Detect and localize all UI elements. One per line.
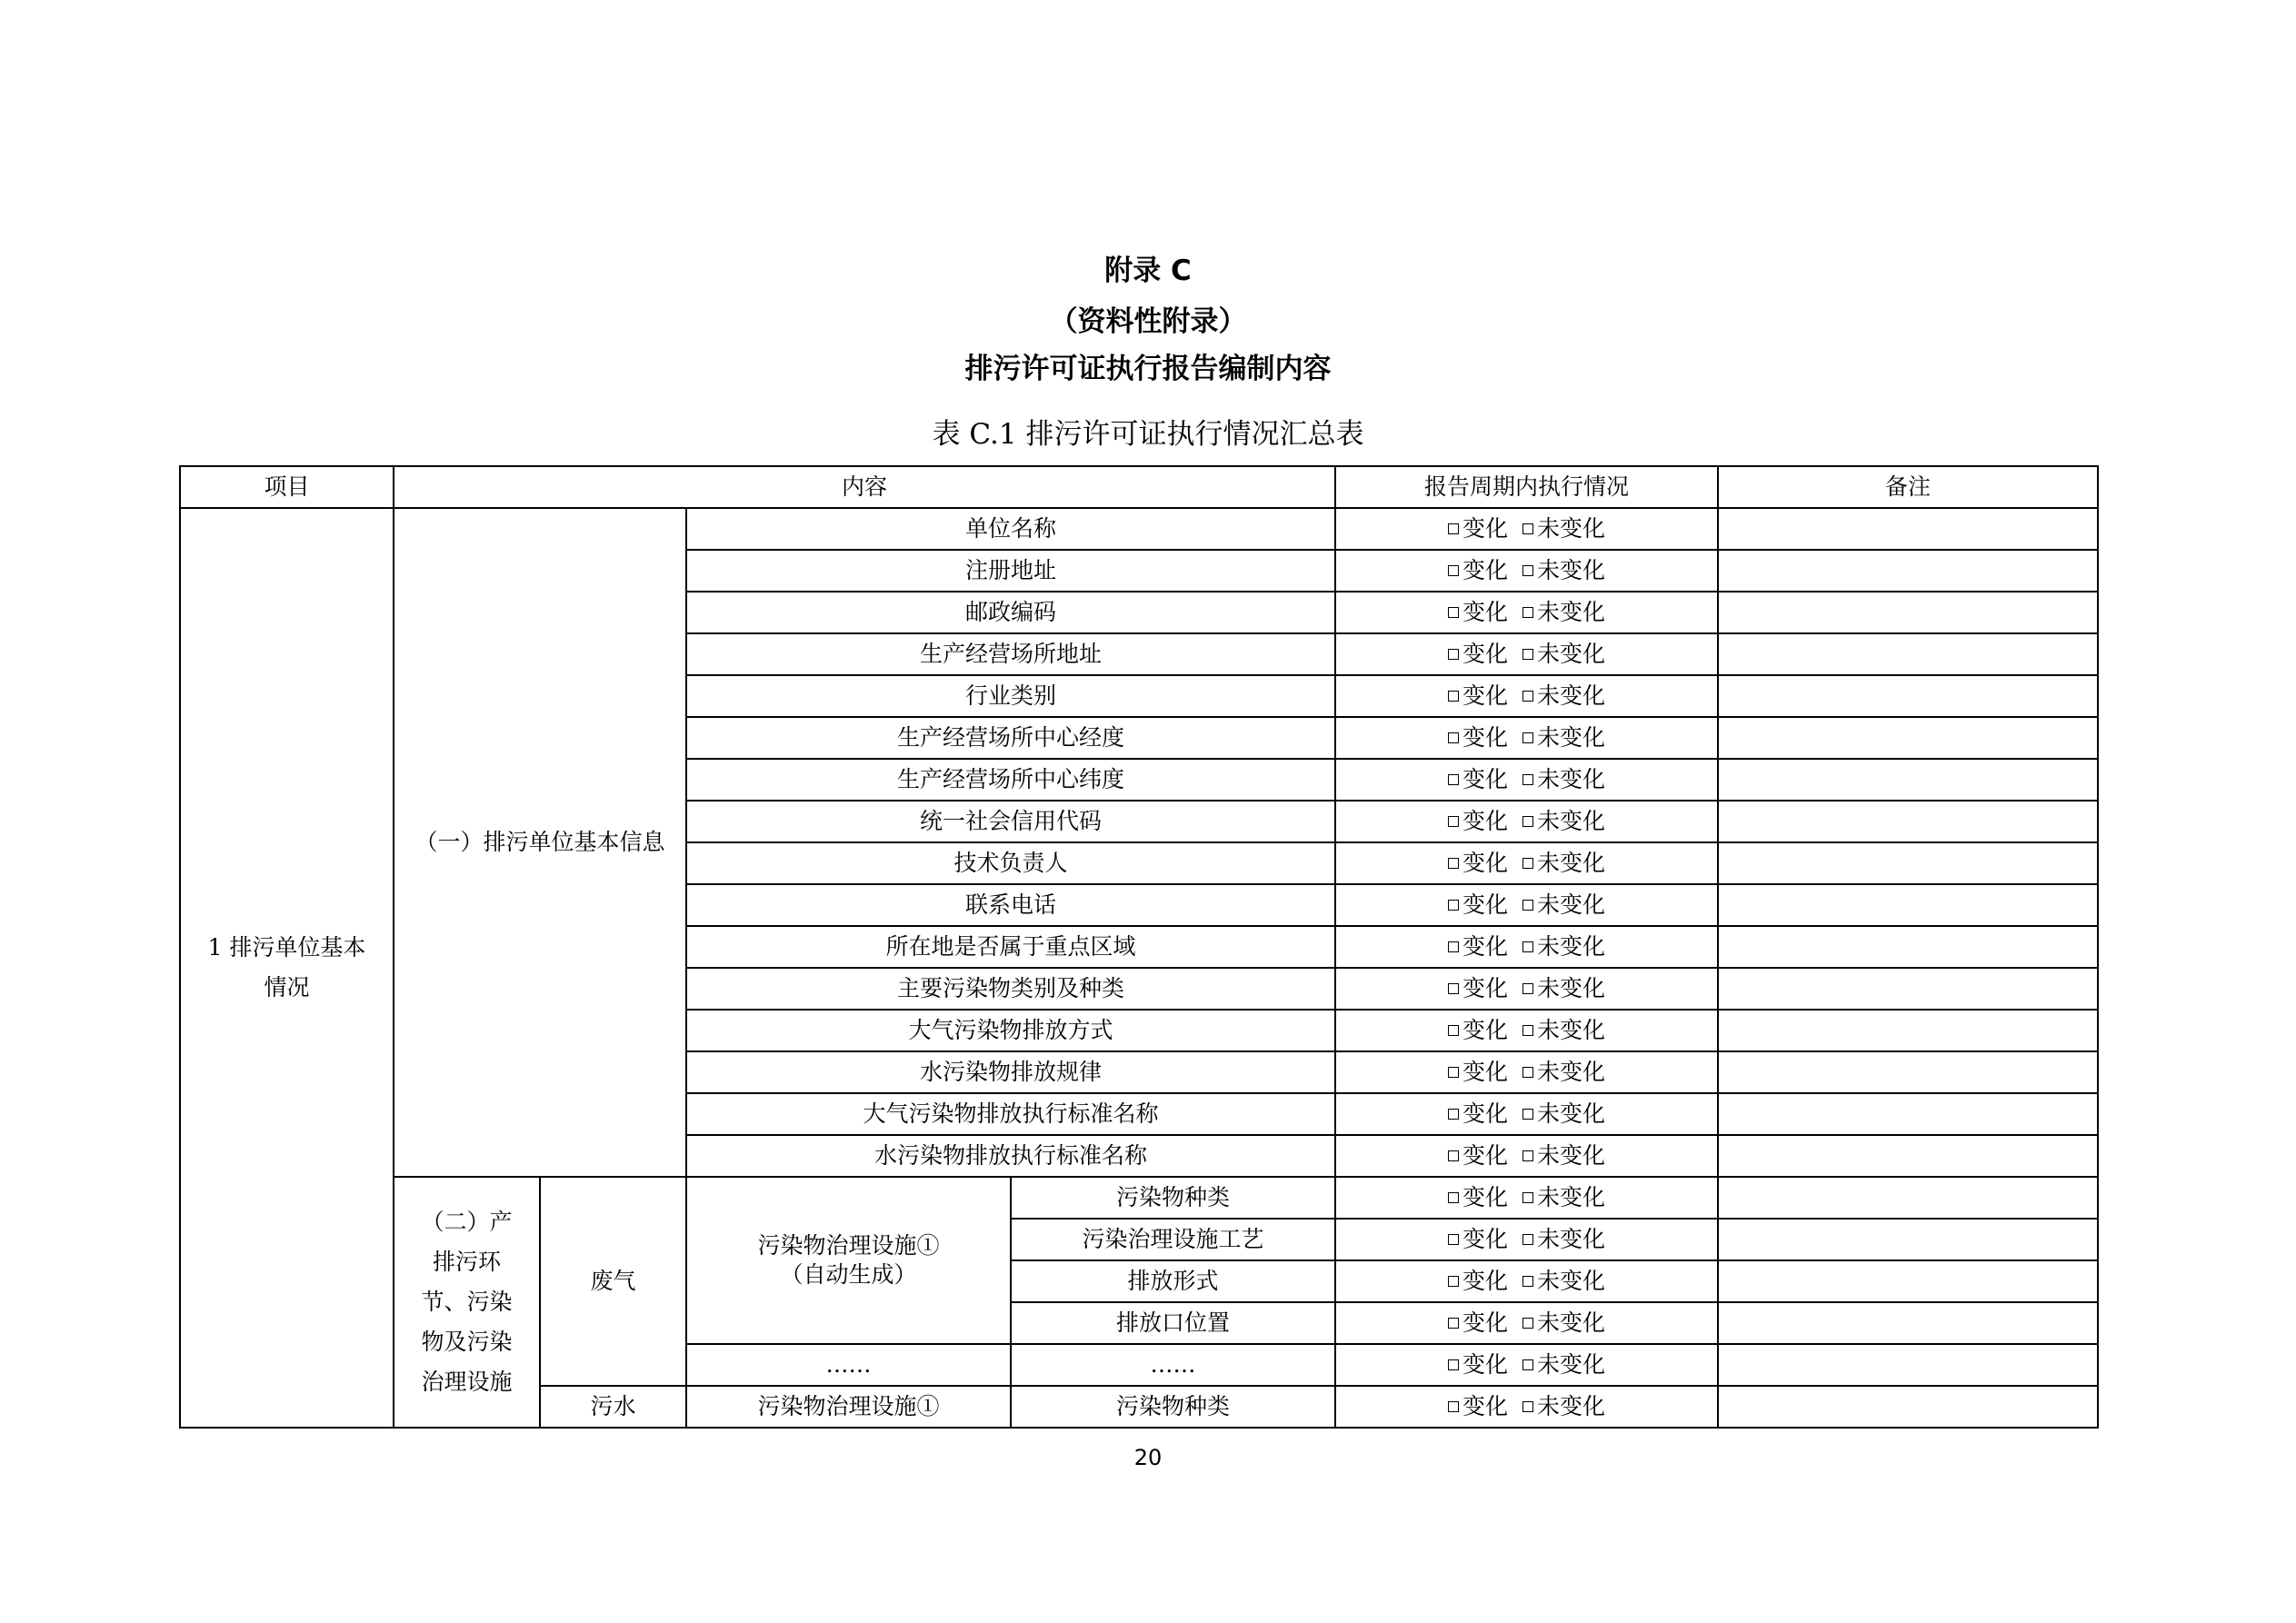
changed-checkbox[interactable]: [1448, 1109, 1459, 1120]
status-cell: [1335, 968, 1718, 1010]
unchanged-checkbox[interactable]: [1522, 1150, 1533, 1161]
header-content: 内容: [394, 466, 1335, 508]
status-cell: [1335, 675, 1718, 717]
table-row: [180, 1177, 2098, 1219]
status-cell: [1335, 633, 1718, 675]
content-item: 主要污染物类别及种类: [686, 968, 1335, 1010]
unchanged-checkbox[interactable]: [1522, 1109, 1533, 1120]
status-options: [1448, 1017, 1605, 1043]
changed-checkbox[interactable]: [1448, 1276, 1459, 1287]
changed-checkbox[interactable]: [1448, 983, 1459, 994]
changed-checkbox[interactable]: [1448, 649, 1459, 660]
status-options: [1448, 1226, 1605, 1252]
remark-cell[interactable]: [1718, 884, 2098, 926]
unchanged-label: 未变化: [1537, 891, 1606, 918]
remark-cell[interactable]: [1718, 550, 2098, 592]
status-cell: [1335, 1135, 1718, 1177]
unchanged-label: 未变化: [1537, 850, 1606, 876]
unchanged-checkbox[interactable]: [1522, 1192, 1533, 1203]
unchanged-checkbox[interactable]: [1522, 1318, 1533, 1329]
remark-cell[interactable]: [1718, 592, 2098, 633]
unchanged-label: 未变化: [1537, 1184, 1606, 1210]
unchanged-checkbox[interactable]: [1522, 816, 1533, 827]
unchanged-checkbox[interactable]: [1522, 565, 1533, 576]
status-options: [1448, 933, 1605, 960]
unchanged-label: 未变化: [1537, 599, 1606, 625]
unchanged-label: 未变化: [1537, 975, 1606, 1001]
status-cell: [1335, 842, 1718, 884]
waste-gas-label: 废气: [540, 1177, 686, 1386]
unchanged-checkbox[interactable]: [1522, 1276, 1533, 1287]
remark-cell[interactable]: [1718, 633, 2098, 675]
changed-checkbox[interactable]: [1448, 1359, 1459, 1370]
content-item: 统一社会信用代码: [686, 801, 1335, 842]
unchanged-checkbox[interactable]: [1522, 941, 1533, 952]
unchanged-checkbox[interactable]: [1522, 858, 1533, 869]
facility-note: （自动生成）: [780, 1261, 917, 1288]
status-cell: [1335, 1093, 1718, 1135]
status-cell: [1335, 926, 1718, 968]
status-options: [1448, 975, 1605, 1001]
changed-checkbox[interactable]: [1448, 607, 1459, 618]
unchanged-checkbox[interactable]: [1522, 1234, 1533, 1245]
changed-label: 变化: [1462, 1100, 1509, 1127]
remark-cell[interactable]: [1718, 1344, 2098, 1386]
content-item: 生产经营场所中心纬度: [686, 759, 1335, 801]
changed-label: 变化: [1462, 1393, 1509, 1419]
status-cell: [1335, 1386, 1718, 1428]
unchanged-label: 未变化: [1537, 1059, 1606, 1085]
changed-checkbox[interactable]: [1448, 816, 1459, 827]
remark-cell[interactable]: [1718, 1219, 2098, 1260]
changed-checkbox[interactable]: [1448, 1318, 1459, 1329]
header-item: 项目: [180, 466, 394, 508]
section-1-label: [180, 508, 394, 1428]
status-options: [1448, 682, 1605, 709]
remark-cell[interactable]: [1718, 1260, 2098, 1302]
remark-cell[interactable]: [1718, 1177, 2098, 1219]
remark-cell[interactable]: [1718, 675, 2098, 717]
unchanged-label: 未变化: [1537, 1309, 1606, 1336]
remark-cell[interactable]: [1718, 1051, 2098, 1093]
content-item: 行业类别: [686, 675, 1335, 717]
summary-table: [179, 465, 2099, 1429]
waste-gas-item: 污染物种类: [1011, 1177, 1335, 1219]
status-options: [1448, 1268, 1605, 1294]
changed-checkbox[interactable]: [1448, 691, 1459, 702]
changed-checkbox[interactable]: [1448, 1234, 1459, 1245]
ellipsis-item: ……: [1011, 1344, 1335, 1386]
status-cell: [1335, 1010, 1718, 1051]
facility-name: 污染物治理设施①: [757, 1232, 940, 1259]
unchanged-checkbox[interactable]: [1522, 1359, 1533, 1370]
content-item: 生产经营场所地址: [686, 633, 1335, 675]
remark-cell[interactable]: [1718, 717, 2098, 759]
status-cell: [1335, 1051, 1718, 1093]
changed-label: 变化: [1462, 808, 1509, 834]
unchanged-checkbox[interactable]: [1522, 649, 1533, 660]
unchanged-label: 未变化: [1537, 682, 1606, 709]
status-cell: [1335, 801, 1718, 842]
unchanged-checkbox[interactable]: [1522, 523, 1533, 534]
status-cell: [1335, 550, 1718, 592]
waste-gas-item: 污染治理设施工艺: [1011, 1219, 1335, 1260]
changed-label: 变化: [1462, 766, 1509, 792]
unchanged-label: 未变化: [1537, 515, 1606, 542]
unchanged-label: 未变化: [1537, 766, 1606, 792]
unchanged-checkbox[interactable]: [1522, 607, 1533, 618]
changed-checkbox[interactable]: [1448, 1025, 1459, 1036]
status-options: [1448, 1184, 1605, 1210]
status-cell: [1335, 1260, 1718, 1302]
remark-cell[interactable]: [1718, 759, 2098, 801]
changed-checkbox[interactable]: [1448, 1067, 1459, 1078]
unchanged-checkbox[interactable]: [1522, 732, 1533, 743]
unchanged-label: 未变化: [1537, 1100, 1606, 1127]
status-cell: [1335, 1302, 1718, 1344]
unchanged-label: 未变化: [1537, 1393, 1606, 1419]
unchanged-checkbox[interactable]: [1522, 774, 1533, 785]
changed-checkbox[interactable]: [1448, 900, 1459, 911]
changed-label: 变化: [1462, 599, 1509, 625]
status-cell: [1335, 1344, 1718, 1386]
unchanged-label: 未变化: [1537, 1142, 1606, 1169]
unchanged-label: 未变化: [1537, 641, 1606, 667]
table-caption: 表 C.1 排污许可证执行情况汇总表: [932, 418, 1364, 451]
unchanged-label: 未变化: [1537, 724, 1606, 751]
subsection-2-label-text: （二）产排污环节、污染物及污染治理设施: [421, 1209, 513, 1395]
header-row: [180, 466, 2098, 508]
status-cell: [1335, 1219, 1718, 1260]
changed-label: 变化: [1462, 557, 1509, 583]
status-cell: [1335, 1177, 1718, 1219]
content-item: 水污染物排放执行标准名称: [686, 1135, 1335, 1177]
changed-label: 变化: [1462, 515, 1509, 542]
remark-cell[interactable]: [1718, 968, 2098, 1010]
status-options: [1448, 724, 1605, 751]
status-options: [1448, 891, 1605, 918]
status-options: [1448, 515, 1605, 542]
changed-checkbox[interactable]: [1448, 941, 1459, 952]
status-cell: [1335, 592, 1718, 633]
waste-water-item: 污染物种类: [1011, 1386, 1335, 1428]
unchanged-checkbox[interactable]: [1522, 691, 1533, 702]
status-options: [1448, 1393, 1605, 1419]
status-options: [1448, 808, 1605, 834]
unchanged-checkbox[interactable]: [1522, 983, 1533, 994]
changed-label: 变化: [1462, 850, 1509, 876]
unchanged-label: 未变化: [1537, 1351, 1606, 1378]
content-item: 邮政编码: [686, 592, 1335, 633]
changed-label: 变化: [1462, 682, 1509, 709]
unchanged-label: 未变化: [1537, 933, 1606, 960]
appendix-type: （资料性附录）: [1049, 305, 1247, 338]
remark-cell[interactable]: [1718, 1386, 2098, 1428]
changed-checkbox[interactable]: [1448, 1192, 1459, 1203]
unchanged-label: 未变化: [1537, 808, 1606, 834]
status-options: [1448, 1100, 1605, 1127]
content-item: 联系电话: [686, 884, 1335, 926]
status-options: [1448, 1309, 1605, 1336]
unchanged-checkbox[interactable]: [1522, 900, 1533, 911]
content-item: 注册地址: [686, 550, 1335, 592]
waste-gas-item: 排放口位置: [1011, 1302, 1335, 1344]
status-options: [1448, 557, 1605, 583]
remark-cell[interactable]: [1718, 1010, 2098, 1051]
changed-label: 变化: [1462, 1142, 1509, 1169]
changed-label: 变化: [1462, 933, 1509, 960]
changed-label: 变化: [1462, 891, 1509, 918]
changed-checkbox[interactable]: [1448, 1150, 1459, 1161]
subsection-1-label: （一）排污单位基本信息: [394, 508, 686, 1177]
changed-checkbox[interactable]: [1448, 523, 1459, 534]
changed-label: 变化: [1462, 1351, 1509, 1378]
appendix-title: 排污许可证执行报告编制内容: [964, 353, 1332, 385]
changed-checkbox[interactable]: [1448, 732, 1459, 743]
content-item: 水污染物排放规律: [686, 1051, 1335, 1093]
ellipsis-facility: ……: [686, 1344, 1011, 1386]
waste-gas-facility: [686, 1177, 1011, 1344]
remark-cell[interactable]: [1718, 801, 2098, 842]
changed-checkbox[interactable]: [1448, 565, 1459, 576]
status-options: [1448, 599, 1605, 625]
appendix-heading: 附录 C: [1104, 254, 1192, 287]
status-cell: [1335, 508, 1718, 550]
unchanged-checkbox[interactable]: [1522, 1401, 1533, 1412]
content-item: 大气污染物排放方式: [686, 1010, 1335, 1051]
changed-label: 变化: [1462, 724, 1509, 751]
subsection-2-label: [394, 1177, 540, 1428]
status-options: [1448, 1351, 1605, 1378]
unchanged-label: 未变化: [1537, 557, 1606, 583]
status-options: [1448, 766, 1605, 792]
changed-checkbox[interactable]: [1448, 774, 1459, 785]
content-item: 单位名称: [686, 508, 1335, 550]
unchanged-label: 未变化: [1537, 1017, 1606, 1043]
waste-water-facility: 污染物治理设施①: [686, 1386, 1011, 1428]
header-status: 报告周期内执行情况: [1335, 466, 1718, 508]
changed-label: 变化: [1462, 1184, 1509, 1210]
remark-cell[interactable]: [1718, 1135, 2098, 1177]
section-1-label-text: 1 排污单位基本情况: [207, 934, 366, 1001]
waste-water-label: 污水: [540, 1386, 686, 1428]
changed-label: 变化: [1462, 1059, 1509, 1085]
unchanged-label: 未变化: [1537, 1268, 1606, 1294]
remark-cell[interactable]: [1718, 842, 2098, 884]
remark-cell[interactable]: [1718, 1093, 2098, 1135]
unchanged-checkbox[interactable]: [1522, 1067, 1533, 1078]
page-number: 20: [1133, 1445, 1163, 1470]
changed-checkbox[interactable]: [1448, 1401, 1459, 1412]
content-item: 所在地是否属于重点区域: [686, 926, 1335, 968]
status-options: [1448, 1142, 1605, 1169]
content-item: 生产经营场所中心经度: [686, 717, 1335, 759]
status-cell: [1335, 759, 1718, 801]
status-cell: [1335, 717, 1718, 759]
remark-cell[interactable]: [1718, 926, 2098, 968]
status-options: [1448, 641, 1605, 667]
changed-label: 变化: [1462, 1309, 1509, 1336]
content-item: 技术负责人: [686, 842, 1335, 884]
header-remark: 备注: [1718, 466, 2098, 508]
changed-label: 变化: [1462, 1226, 1509, 1252]
content-item: 大气污染物排放执行标准名称: [686, 1093, 1335, 1135]
changed-label: 变化: [1462, 975, 1509, 1001]
table-row: [180, 508, 2098, 550]
waste-gas-item: 排放形式: [1011, 1260, 1335, 1302]
changed-label: 变化: [1462, 1268, 1509, 1294]
remark-cell[interactable]: [1718, 508, 2098, 550]
changed-label: 变化: [1462, 641, 1509, 667]
changed-label: 变化: [1462, 1017, 1509, 1043]
unchanged-label: 未变化: [1537, 1226, 1606, 1252]
status-options: [1448, 1059, 1605, 1085]
remark-cell[interactable]: [1718, 1302, 2098, 1344]
unchanged-checkbox[interactable]: [1522, 1025, 1533, 1036]
status-options: [1448, 850, 1605, 876]
changed-checkbox[interactable]: [1448, 858, 1459, 869]
status-cell: [1335, 884, 1718, 926]
